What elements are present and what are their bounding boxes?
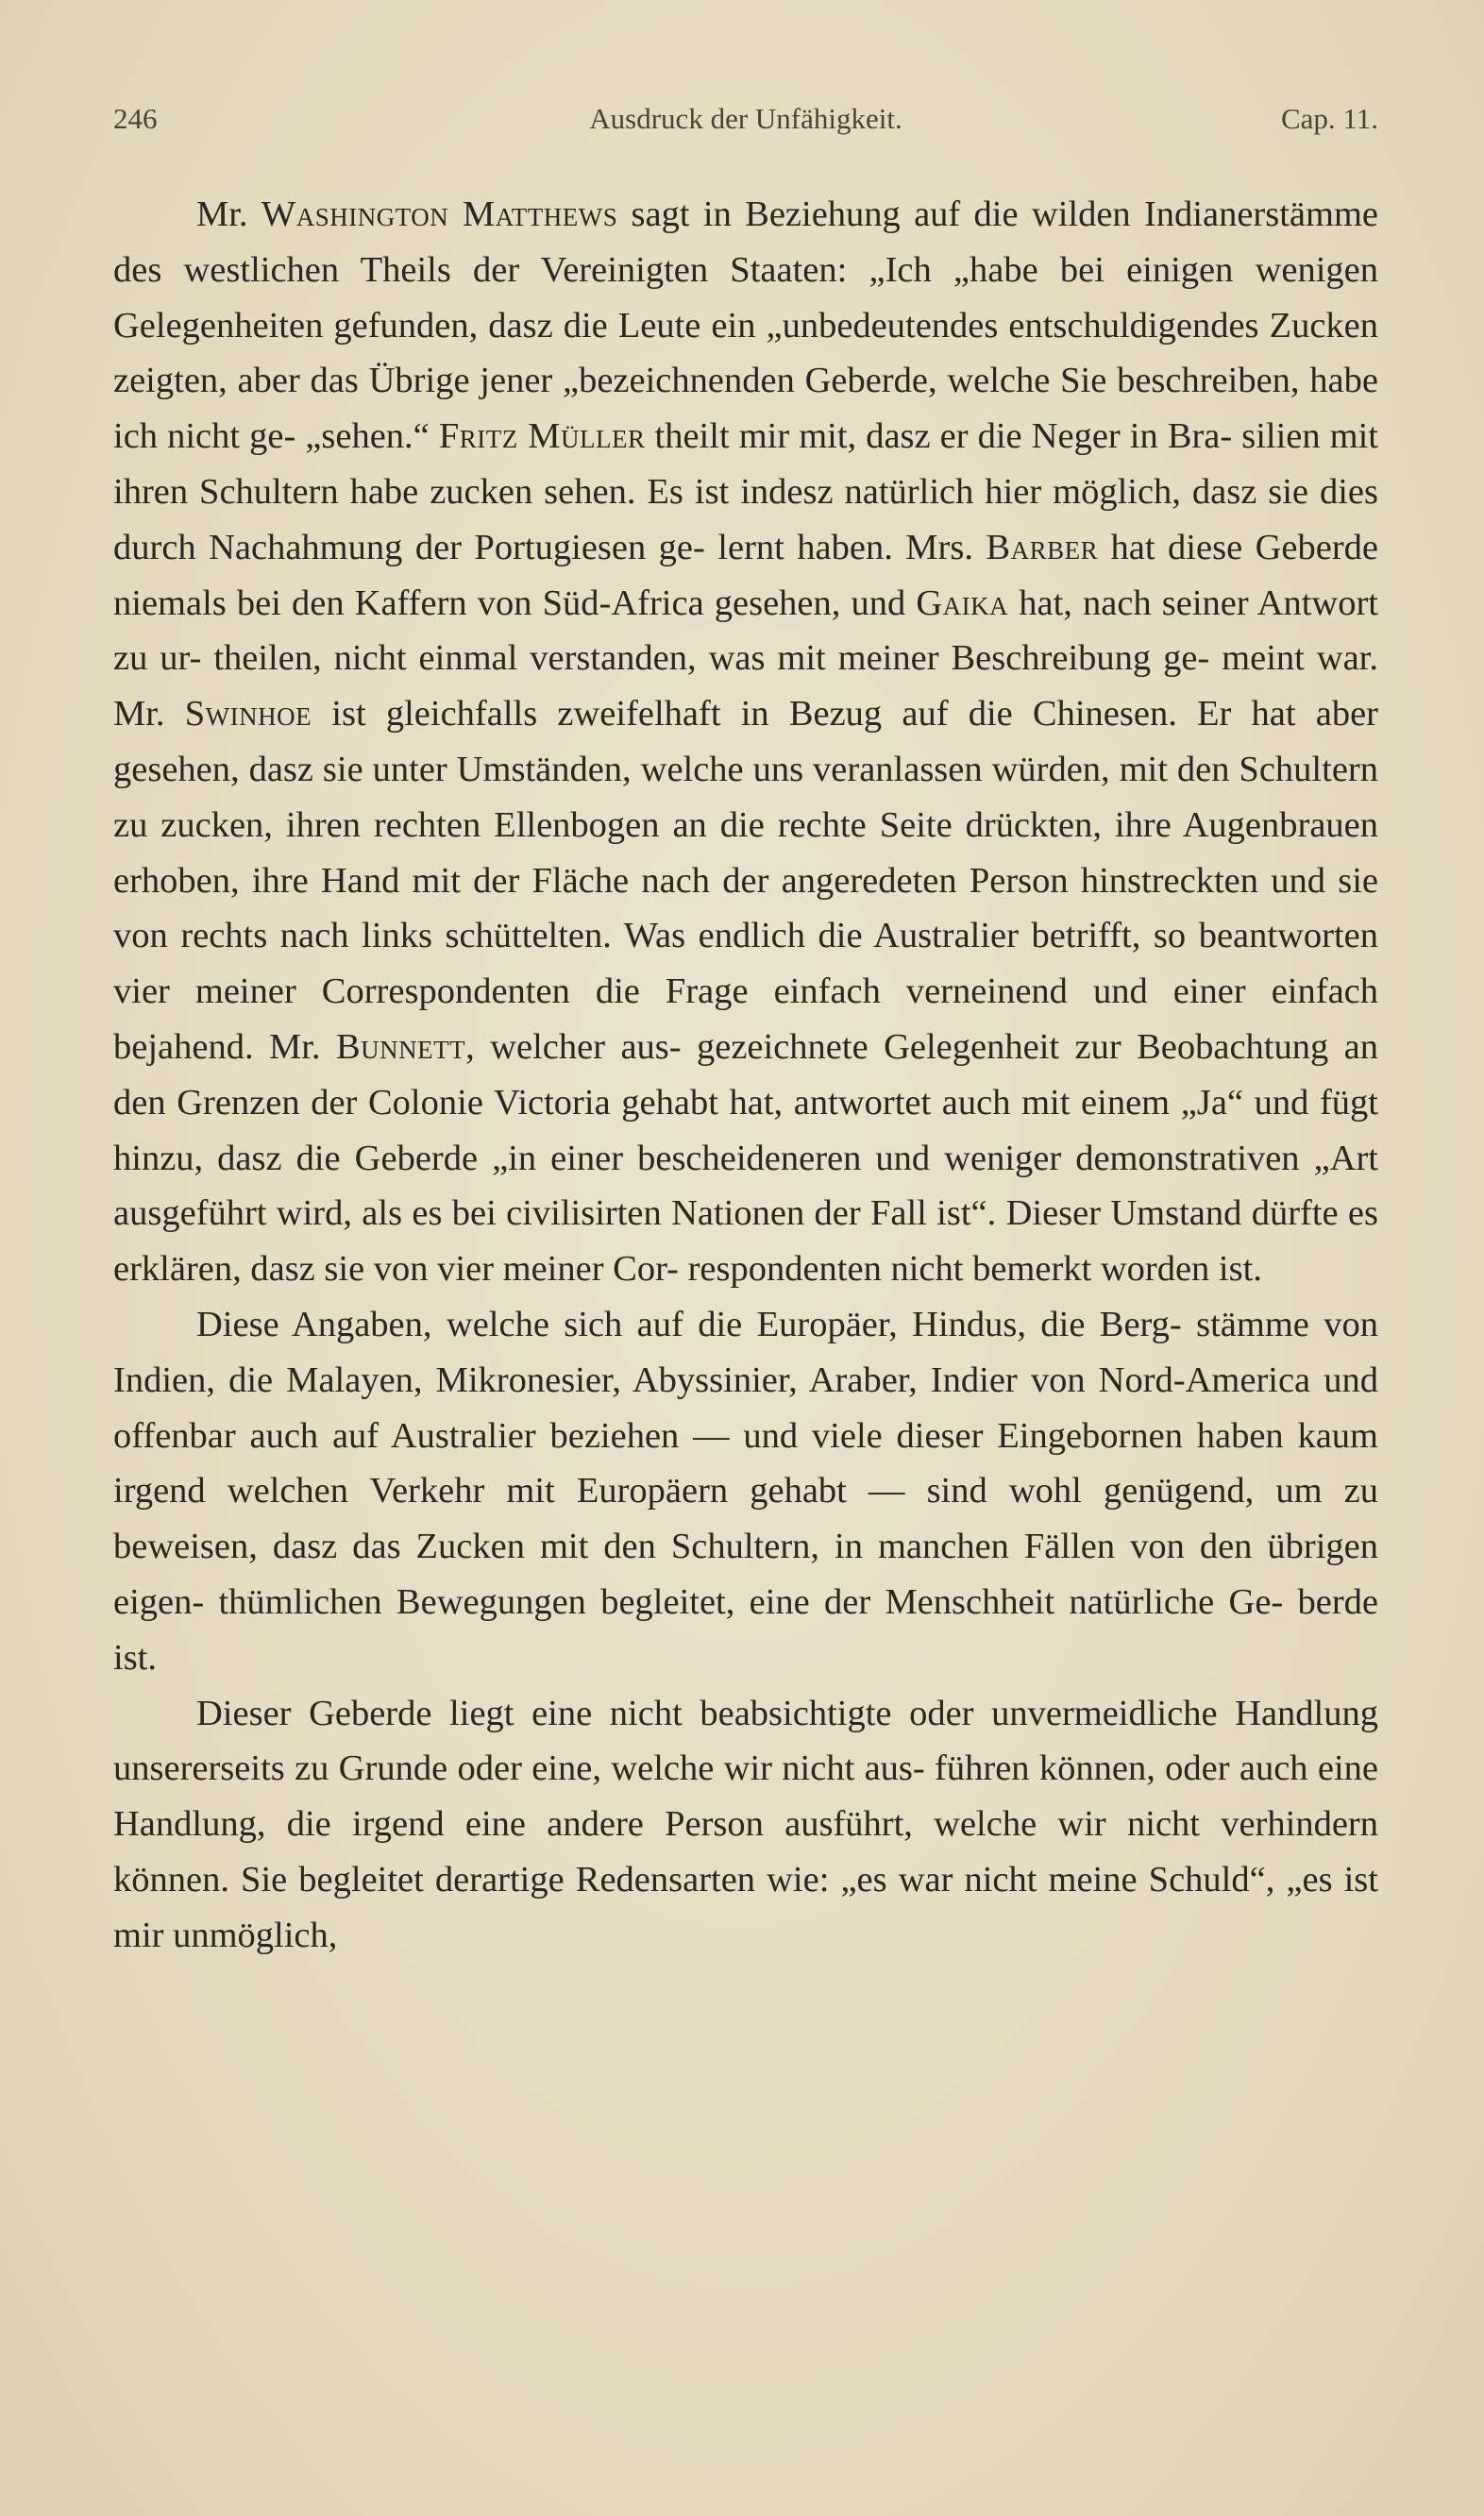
text-run: , welcher aus- gezeichnete Gelegenheit zur Beobachtung an den Grenzen der Colonie Victoria gehabt hat, antwortet auch mit einem „Ja“ und fügt hinzu, dasz die Geberde „in einer bescheideneren und weniger demonstrativen „Art ausgeführt wird, als es bei civilisirten Nationen der Fall ist“. Dieser Umstand dürfte es erklären, dasz sie von vier meiner Cor- respondenten nicht bemerkt worden ist. [113, 1026, 1378, 1290]
running-header [113, 102, 1378, 149]
text-run: Mr. [196, 194, 261, 234]
page-number: 246 [113, 102, 158, 135]
chapter-label: Cap. 11. [1280, 102, 1378, 135]
paragraph [113, 1297, 1378, 1686]
running-title: Ausdruck der Unfähigkeit. [589, 102, 902, 135]
text-run: sagt in Beziehung auf die wilden Indianerstämme des westlichen Theils der Vereinigten Staaten: „Ich „habe bei einigen wenigen Gelegenheiten gefunden, dasz die Leute ein „unbedeutendes entschuldigendes Zucken zeigten, aber das Übrige jener „bezeichnenden Geberde, welche Sie beschreiben, habe ich nicht ge- „sehen.“ [113, 194, 1378, 457]
person-name: Washington Matthews [261, 194, 618, 234]
text-run: hat, nach seiner Antwort zu ur- theilen, nicht einmal verstanden, was mit meiner Beschreibung ge- meint war. Mr. [113, 583, 1378, 735]
text-run: hat diese Geberde niemals bei den Kaffern von Süd-Africa gesehen, und [113, 527, 1378, 623]
person-name: Bunnett [335, 1026, 466, 1067]
text-run: Diese Angaben, welche sich auf die Europäer, Hindus, die Berg- stämme von Indien, die Malayen, Mikronesier, Abyssinier, Araber, Indier von Nord-America und offenbar auch auf Australier beziehen — und viele dieser Eingebornen haben kaum irgend welchen Verkehr mit Europäern gehabt — sind wohl genügend, um zu beweisen, dasz das Zucken mit den Schultern, in manchen Fällen von den übrigen eigen- thümlichen Bewegungen begleitet, eine der Menschheit natürliche Ge- berde ist. [113, 1304, 1378, 1678]
person-name: Gaika [916, 583, 1009, 623]
text-run: theilt mir mit, dasz er die Neger in Bra- silien mit ihren Schultern habe zucken sehen. Es ist indesz natürlich hier möglich, dasz sie dies durch Nachahmung der Portugiesen ge- lernt haben. Mrs. [113, 416, 1379, 567]
person-name: Barber [986, 527, 1099, 567]
text-run: ist gleichfalls zweifelhaft in Bezug auf die Chinesen. Er hat aber gesehen, dasz sie unter Umständen, welche uns veranlassen würden, mit den Schultern zu zucken, ihren rechten Ellenbogen an die rechte Seite drückten, ihre Augenbrauen erhoben, ihre Hand mit der Fläche nach der angeredeten Person hinstreckten und sie von rechts nach links schüttelten. Was endlich die Australier betrifft, so beantworten vier meiner Correspondenten die Frage einfach verneinend und einer einfach bejahend. Mr. [113, 694, 1378, 1067]
person-name: Swinhoe [184, 694, 312, 735]
person-name: Fritz Müller [438, 416, 646, 457]
paragraph [113, 187, 1378, 1297]
text-run: Dieser Geberde liegt eine nicht beabsichtigte oder unvermeidliche Handlung unsererseits zu Grunde oder eine, welche wir nicht aus- führen können, oder auch eine Handlung, die irgend eine andere Person ausführt, welche wir nicht verhindern können. Sie begleitet derartige Redensarten wie: „es war nicht meine Schuld“, „es ist mir unmöglich, [113, 1693, 1378, 1955]
paragraph [113, 1686, 1378, 1964]
body-text [113, 187, 1378, 1964]
